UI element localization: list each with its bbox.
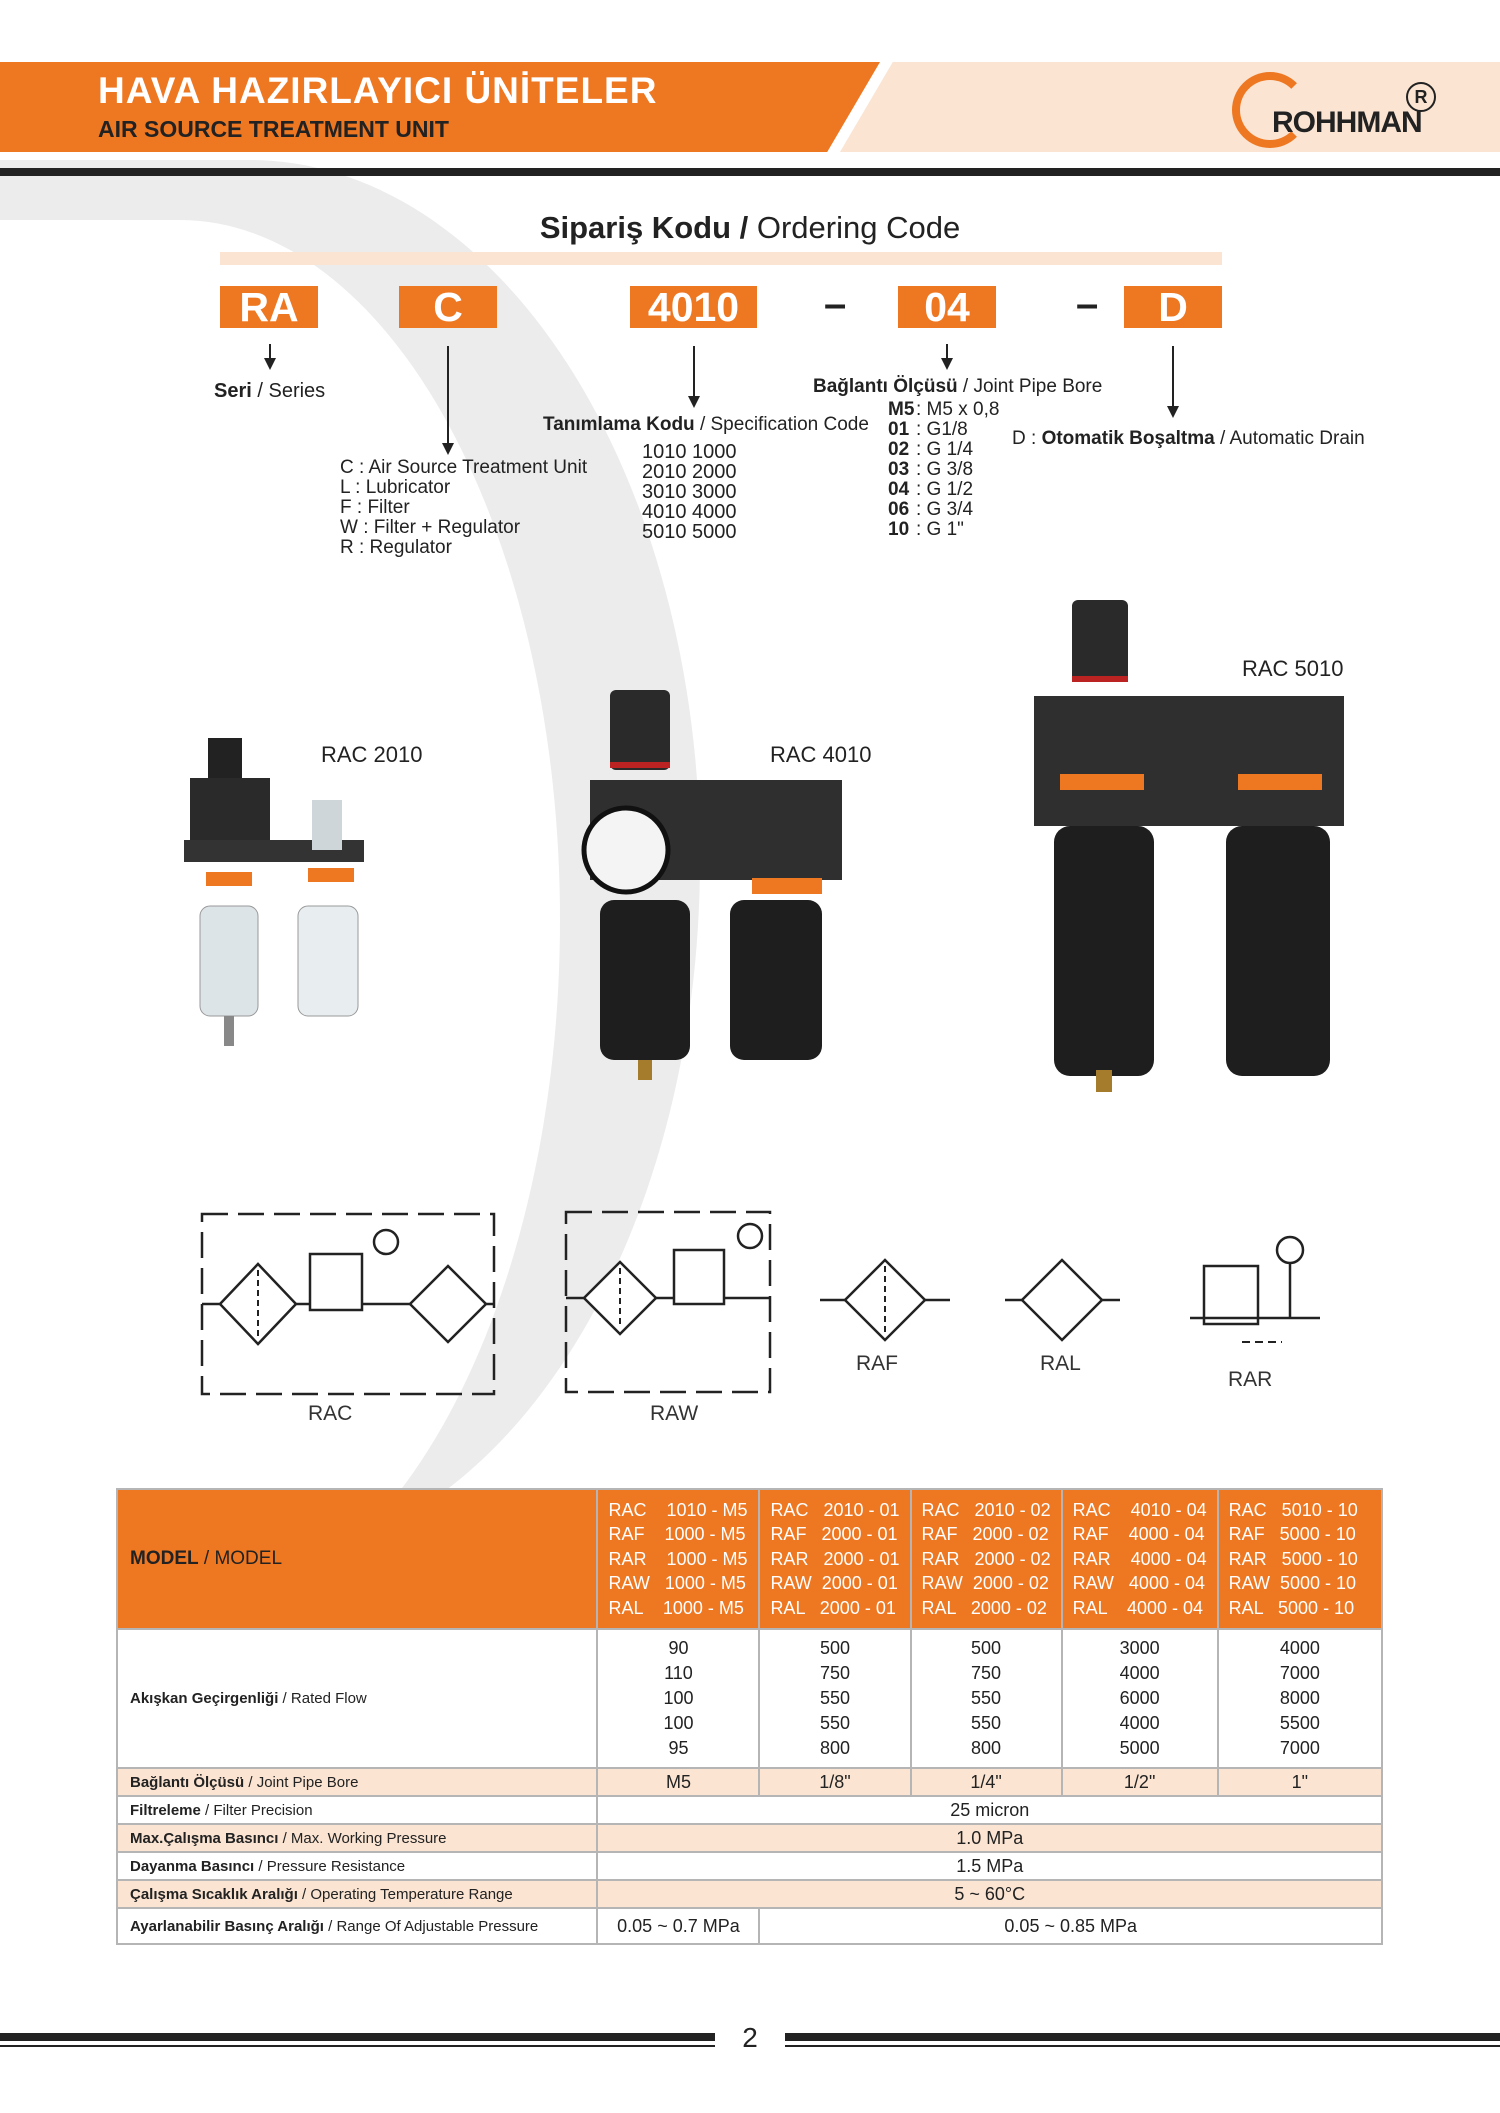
bore-cell: 1/2" [1062,1768,1218,1796]
list-item: F : Filter [340,497,410,518]
flow-cell: 90 110 100 100 95 [597,1629,759,1768]
product-image-rac4010 [580,690,855,1095]
flow-cell: 500 750 550 550 800 [759,1629,910,1768]
model-cell: RAC 2010 - 02 RAF 2000 - 02 RAR 2000 - 02 RAW 2000 - 02 RAL 2000 - 02 [911,1489,1062,1629]
flow-cell: 3000 4000 6000 4000 5000 [1062,1629,1218,1768]
bore-label: Bağlantı Ölçüsü / Joint Pipe Bore [813,376,1103,397]
flow-cell: 500 750 550 550 800 [911,1629,1062,1768]
list-item: 2010 2000 [642,461,737,483]
series-label: Seri / Series [214,380,326,402]
spec-table [116,1488,1383,1945]
arrow-type [447,346,449,443]
symbol-label-ral: RAL [1040,1352,1081,1375]
table-row [117,1629,1382,1768]
list-item: C : Air Source Treatment Unit [340,457,588,478]
symbol-raf [820,1252,950,1348]
page-subtitle: AIR SOURCE TREATMENT UNIT [98,116,449,142]
max-pressure-cell: 1.0 MPa [597,1824,1382,1852]
bore-cell: 1/8" [759,1768,910,1796]
table-row [117,1489,1382,1629]
model-cell: RAC 5010 - 10 RAF 5000 - 10 RAR 5000 - 10 RAW 5000 - 10 RAL 5000 - 10 [1218,1489,1382,1629]
list-item: 1010 1000 [642,441,737,463]
registered-mark: R [1406,82,1436,112]
symbol-label-raw: RAW [650,1402,699,1425]
list-item: 5010 5000 [642,521,737,543]
symbol-ral [1005,1252,1120,1348]
arrow-drain [1172,346,1174,406]
model-header: MODEL / MODEL [117,1489,597,1629]
flow-cell: 4000 7000 8000 5500 7000 [1218,1629,1382,1768]
symbol-rac [196,1208,501,1398]
logo-text: ROHHMAN [1272,106,1422,139]
list-item: R : Regulator [340,537,452,558]
list-item: L : Lubricator [340,477,451,498]
proof-pressure-cell: 1.5 MPa [597,1852,1382,1880]
code-box-drain: D [1124,286,1222,328]
bore-cell: 1/4" [911,1768,1062,1796]
adjustable-cell: 0.05 ~ 0.7 MPa [597,1908,759,1944]
bore-cell: M5 [597,1768,759,1796]
brand-logo [1228,68,1448,152]
list-item: 02 : G 1/4 [888,439,974,460]
code-box-spec: 4010 [630,286,757,328]
model-cell: RAC 2010 - 01 RAF 2000 - 01 RAR 2000 - 01 RAW 2000 - 01 RAL 2000 - 01 [759,1489,910,1629]
list-item: 01 : G1/8 [888,419,968,440]
arrow-head-icon [264,358,276,370]
temperature-cell: 5 ~ 60°C [597,1880,1382,1908]
code-box-series: RA [220,286,318,328]
row-label-flow: Akışkan Geçirgenliği / Rated Flow [117,1629,597,1768]
list-item: 3010 3000 [642,481,737,503]
header-divider [0,168,1500,176]
list-item: 06 : G 3/4 [888,499,974,520]
arrow-series [269,344,271,358]
symbol-label-rac: RAC [308,1402,353,1425]
arrow-head-icon [442,443,454,455]
adjustable-cell: 0.05 ~ 0.85 MPa [759,1908,1382,1944]
row-label-temperature: Çalışma Sıcaklık Aralığı / Operating Temperature Range [117,1880,597,1908]
table-row [117,1768,1382,1796]
list-item: 4010 4000 [642,501,737,523]
table-row [117,1880,1382,1908]
model-cell: RAC 1010 - M5 RAF 1000 - M5 RAR 1000 - M5 RAW 1000 - M5 RAL 1000 - M5 [597,1489,759,1629]
table-row [117,1852,1382,1880]
product-label-rac2010: RAC 2010 [321,742,423,767]
list-item: 04 : G 1/2 [888,479,974,500]
product-image-rac5010 [1030,600,1350,1105]
arrow-bore [946,344,948,358]
symbol-rar [1190,1230,1330,1352]
ordering-code-band [220,252,1222,265]
row-label-proof-pressure: Dayanma Basıncı / Pressure Resistance [117,1852,597,1880]
arrow-spec [693,346,695,396]
symbol-label-raf: RAF [856,1352,898,1375]
symbol-label-rar: RAR [1228,1368,1273,1391]
product-label-rac5010: RAC 5010 [1242,656,1344,681]
bore-list [888,400,999,540]
arrow-head-icon [1167,406,1179,418]
table-row [117,1824,1382,1852]
spec-list [642,442,737,542]
arrow-head-icon [941,358,953,370]
row-label-adjustable: Ayarlanabilir Basınç Aralığı / Range Of Adjustable Pressure [117,1908,597,1944]
page-title: HAVA HAZIRLAYICI ÜNİTELER [98,70,658,111]
drain-label: D : Otomatik Boşaltma / Automatic Drain [1012,428,1365,449]
list-item: 03 : G 3/8 [888,459,974,480]
spec-label: Tanımlama Kodu / Specification Code [543,414,869,435]
code-box-bore: 04 [898,286,996,328]
type-list [340,458,587,558]
table-row [117,1796,1382,1824]
row-label-max-pressure: Max.Çalışma Basıncı / Max. Working Pressure [117,1824,597,1852]
list-item: M5: M5 x 0,8 [888,399,1000,420]
code-box-type: C [399,286,497,328]
model-cell: RAC 4010 - 04 RAF 4000 - 04 RAR 4000 - 04 RAW 4000 - 04 RAL 4000 - 04 [1062,1489,1218,1629]
table-row [117,1908,1382,1944]
ordering-code-title: Sipariş Kodu / Ordering Code [539,210,961,245]
symbol-raw [562,1206,774,1396]
product-image-rac2010 [180,730,390,1060]
arrow-head-icon [688,396,700,408]
page-number: 2 [742,2022,758,2053]
row-label-bore: Bağlantı Ölçüsü / Joint Pipe Bore [117,1768,597,1796]
filter-cell: 25 micron [597,1796,1382,1824]
bore-cell: 1" [1218,1768,1382,1796]
code-dash: – [824,282,847,326]
row-label-filter: Filtreleme / Filter Precision [117,1796,597,1824]
product-label-rac4010: RAC 4010 [770,742,872,767]
list-item: W : Filter + Regulator [340,517,521,538]
list-item: 10 : G 1" [888,519,964,540]
code-dash: – [1076,282,1099,326]
